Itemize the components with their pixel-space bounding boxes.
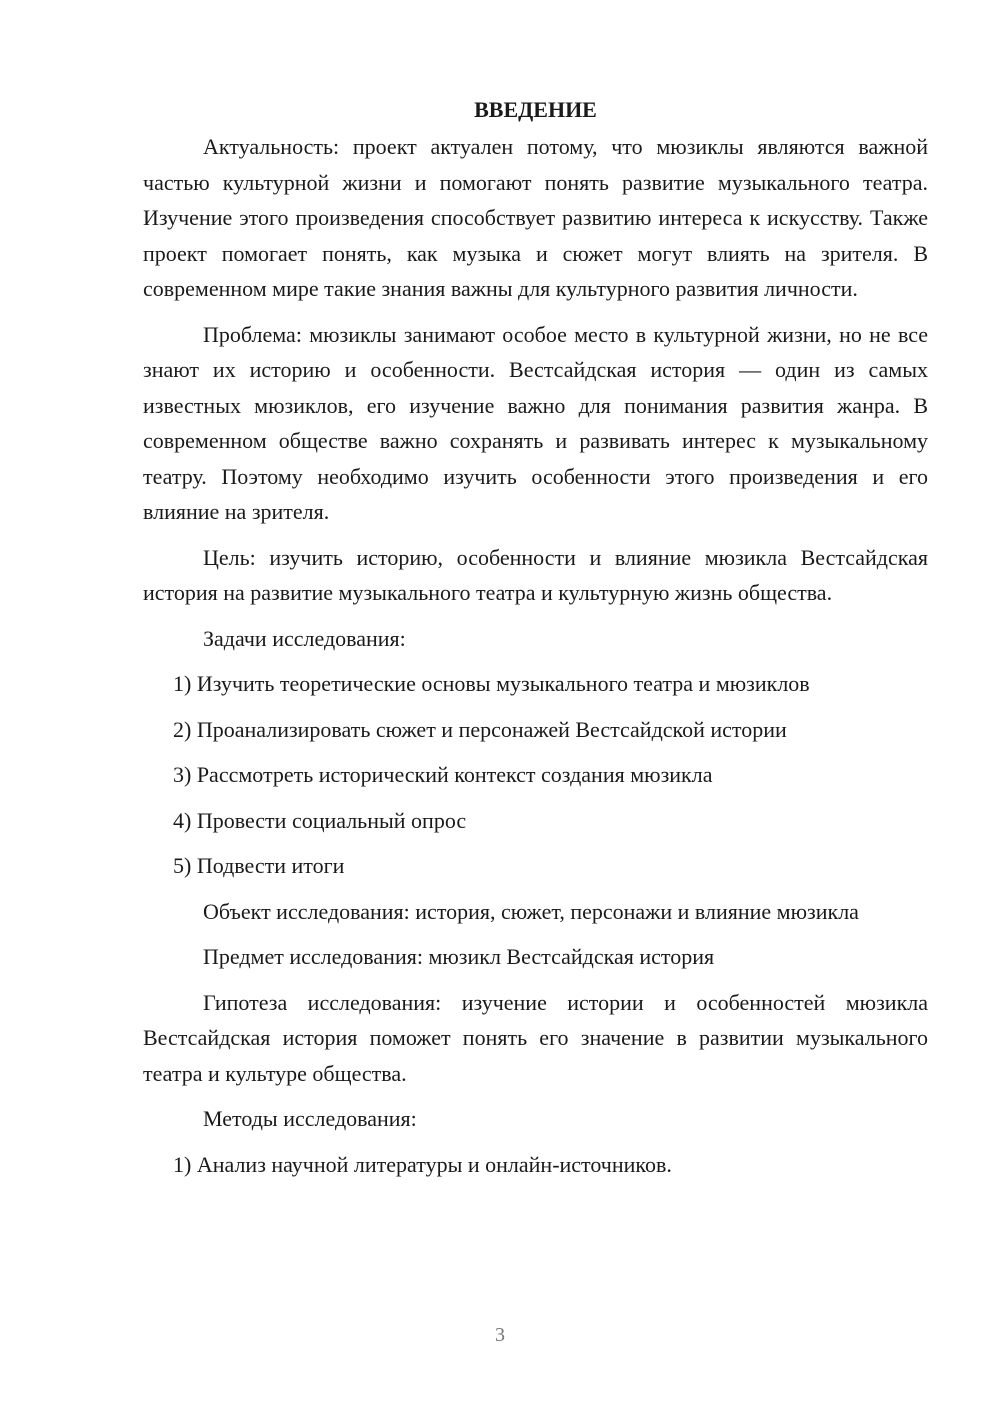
problem-paragraph: Проблема: мюзиклы занимают особое место в культурной жизни, но не все знают их историю и особенности. Вестсайдская история — один из самых известных мюзиклов, его изучение важно для понимания развития жанра. В современном обществе важно сохранять и развивать интерес к музыкальному театру. Поэтому необходимо изучить особенности этого произведения и его влияние на зрителя.	[143, 321, 928, 524]
methods-list	[143, 1147, 928, 1183]
goal-paragraph: Цель: изучить историю, особенности и влияние мюзикла Вестсайдская история на развитие музыкального театра и культурную жизнь общества.	[143, 544, 928, 605]
list-item: 5) Подвести итоги	[173, 853, 345, 878]
list-item: 1) Анализ научной литературы и онлайн-источников.	[173, 1151, 672, 1177]
document-page	[143, 92, 928, 1192]
list-item: 3) Рассмотреть исторический контекст создания мюзикла	[173, 762, 713, 787]
hypothesis-paragraph: Гипотеза исследования: изучение истории и особенностей мюзикла Вестсайдская история поможет понять его значение в развитии музыкального театра и культуре общества.	[143, 989, 928, 1086]
page-title: ВВЕДЕНИЕ	[474, 97, 597, 122]
tasks-label: Задачи исследования:	[203, 625, 406, 651]
list-item: 2) Проанализировать сюжет и персонажей Вестсайдской истории	[173, 716, 787, 742]
list-item: 1) Изучить теоретические основы музыкального театра и мюзиклов	[173, 671, 810, 696]
subject-paragraph: Предмет исследования: мюзикл Вестсайдская история	[203, 944, 715, 969]
object-paragraph: Объект исследования: история, сюжет, персонажи и влияние мюзикла	[203, 898, 859, 924]
list-item: 4) Провести социальный опрос	[173, 807, 467, 833]
tasks-list	[143, 666, 928, 884]
methods-label: Методы исследования:	[203, 1106, 417, 1131]
relevance-paragraph: Актуальность: проект актуален потому, что мюзиклы являются важной частью культурной жизни и помогают понять развитие музыкального театра. Изучение этого произведения способствует развитию интереса к искусству. Также проект помогает понять, как музыка и сюжет могут влиять на зрителя. В современном мире такие знания важны для культурного развития личности.	[143, 134, 928, 301]
page-number: 3	[495, 1324, 505, 1346]
